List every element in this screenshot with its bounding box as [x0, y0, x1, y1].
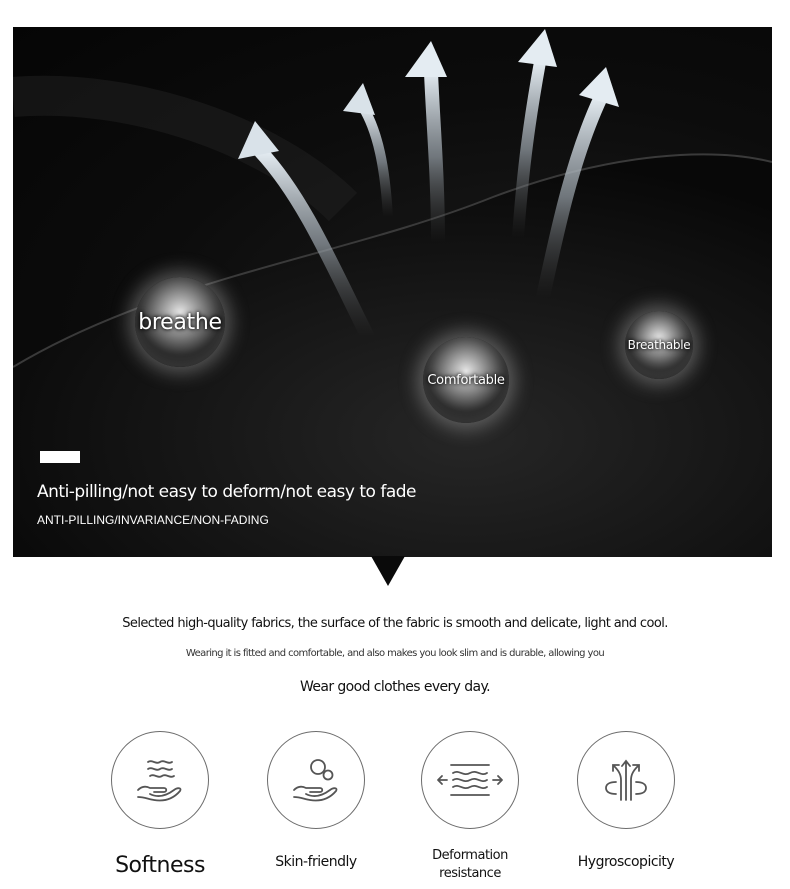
feature-skin-friendly	[236, 731, 396, 872]
bubble-breathable	[625, 311, 693, 379]
feature-softness	[80, 731, 240, 881]
bubble-label: Breathable	[627, 338, 691, 352]
hero-subtitle: ANTI-PILLING/INVARIANCE/NON-FADING	[37, 513, 269, 527]
bubble-breathe	[135, 277, 225, 367]
feature-label	[390, 847, 550, 882]
hygroscopicity-arrows-icon	[577, 731, 675, 829]
skin-friendly-hand-icon	[267, 731, 365, 829]
bubble-label: Comfortable	[427, 372, 505, 388]
pointer-triangle	[371, 556, 405, 586]
feature-label: Softness	[115, 853, 205, 878]
description-line-3: Wear good clothes every day.	[299, 679, 491, 695]
description-line-2: Wearing it is fitted and comfortable, and also makes you look slim and is durable, allowing you	[185, 648, 605, 659]
feature-deformation-resistance	[390, 731, 550, 882]
description-line-1: Selected high-quality fabrics, the surface of the fabric is smooth and delicate, light and cool.	[122, 616, 668, 631]
fabric-texture-with-airflow-arrows	[13, 27, 772, 557]
accent-bar	[40, 451, 80, 463]
bubble-label: breathe	[138, 309, 222, 335]
bubble-comfortable	[423, 337, 509, 423]
softness-hand-icon	[111, 731, 209, 829]
feature-label: Skin-friendly	[275, 854, 357, 870]
feature-label: Hygroscopicity	[577, 854, 675, 870]
hero-title: Anti-pilling/not easy to deform/not easy to fade	[37, 482, 416, 502]
feature-hygroscopicity	[546, 731, 706, 872]
feature-label-line-1: Deformation	[432, 848, 508, 863]
deformation-resistance-icon	[421, 731, 519, 829]
hero-fabric-image	[13, 27, 772, 557]
feature-label-line-2: resistance	[439, 865, 501, 881]
